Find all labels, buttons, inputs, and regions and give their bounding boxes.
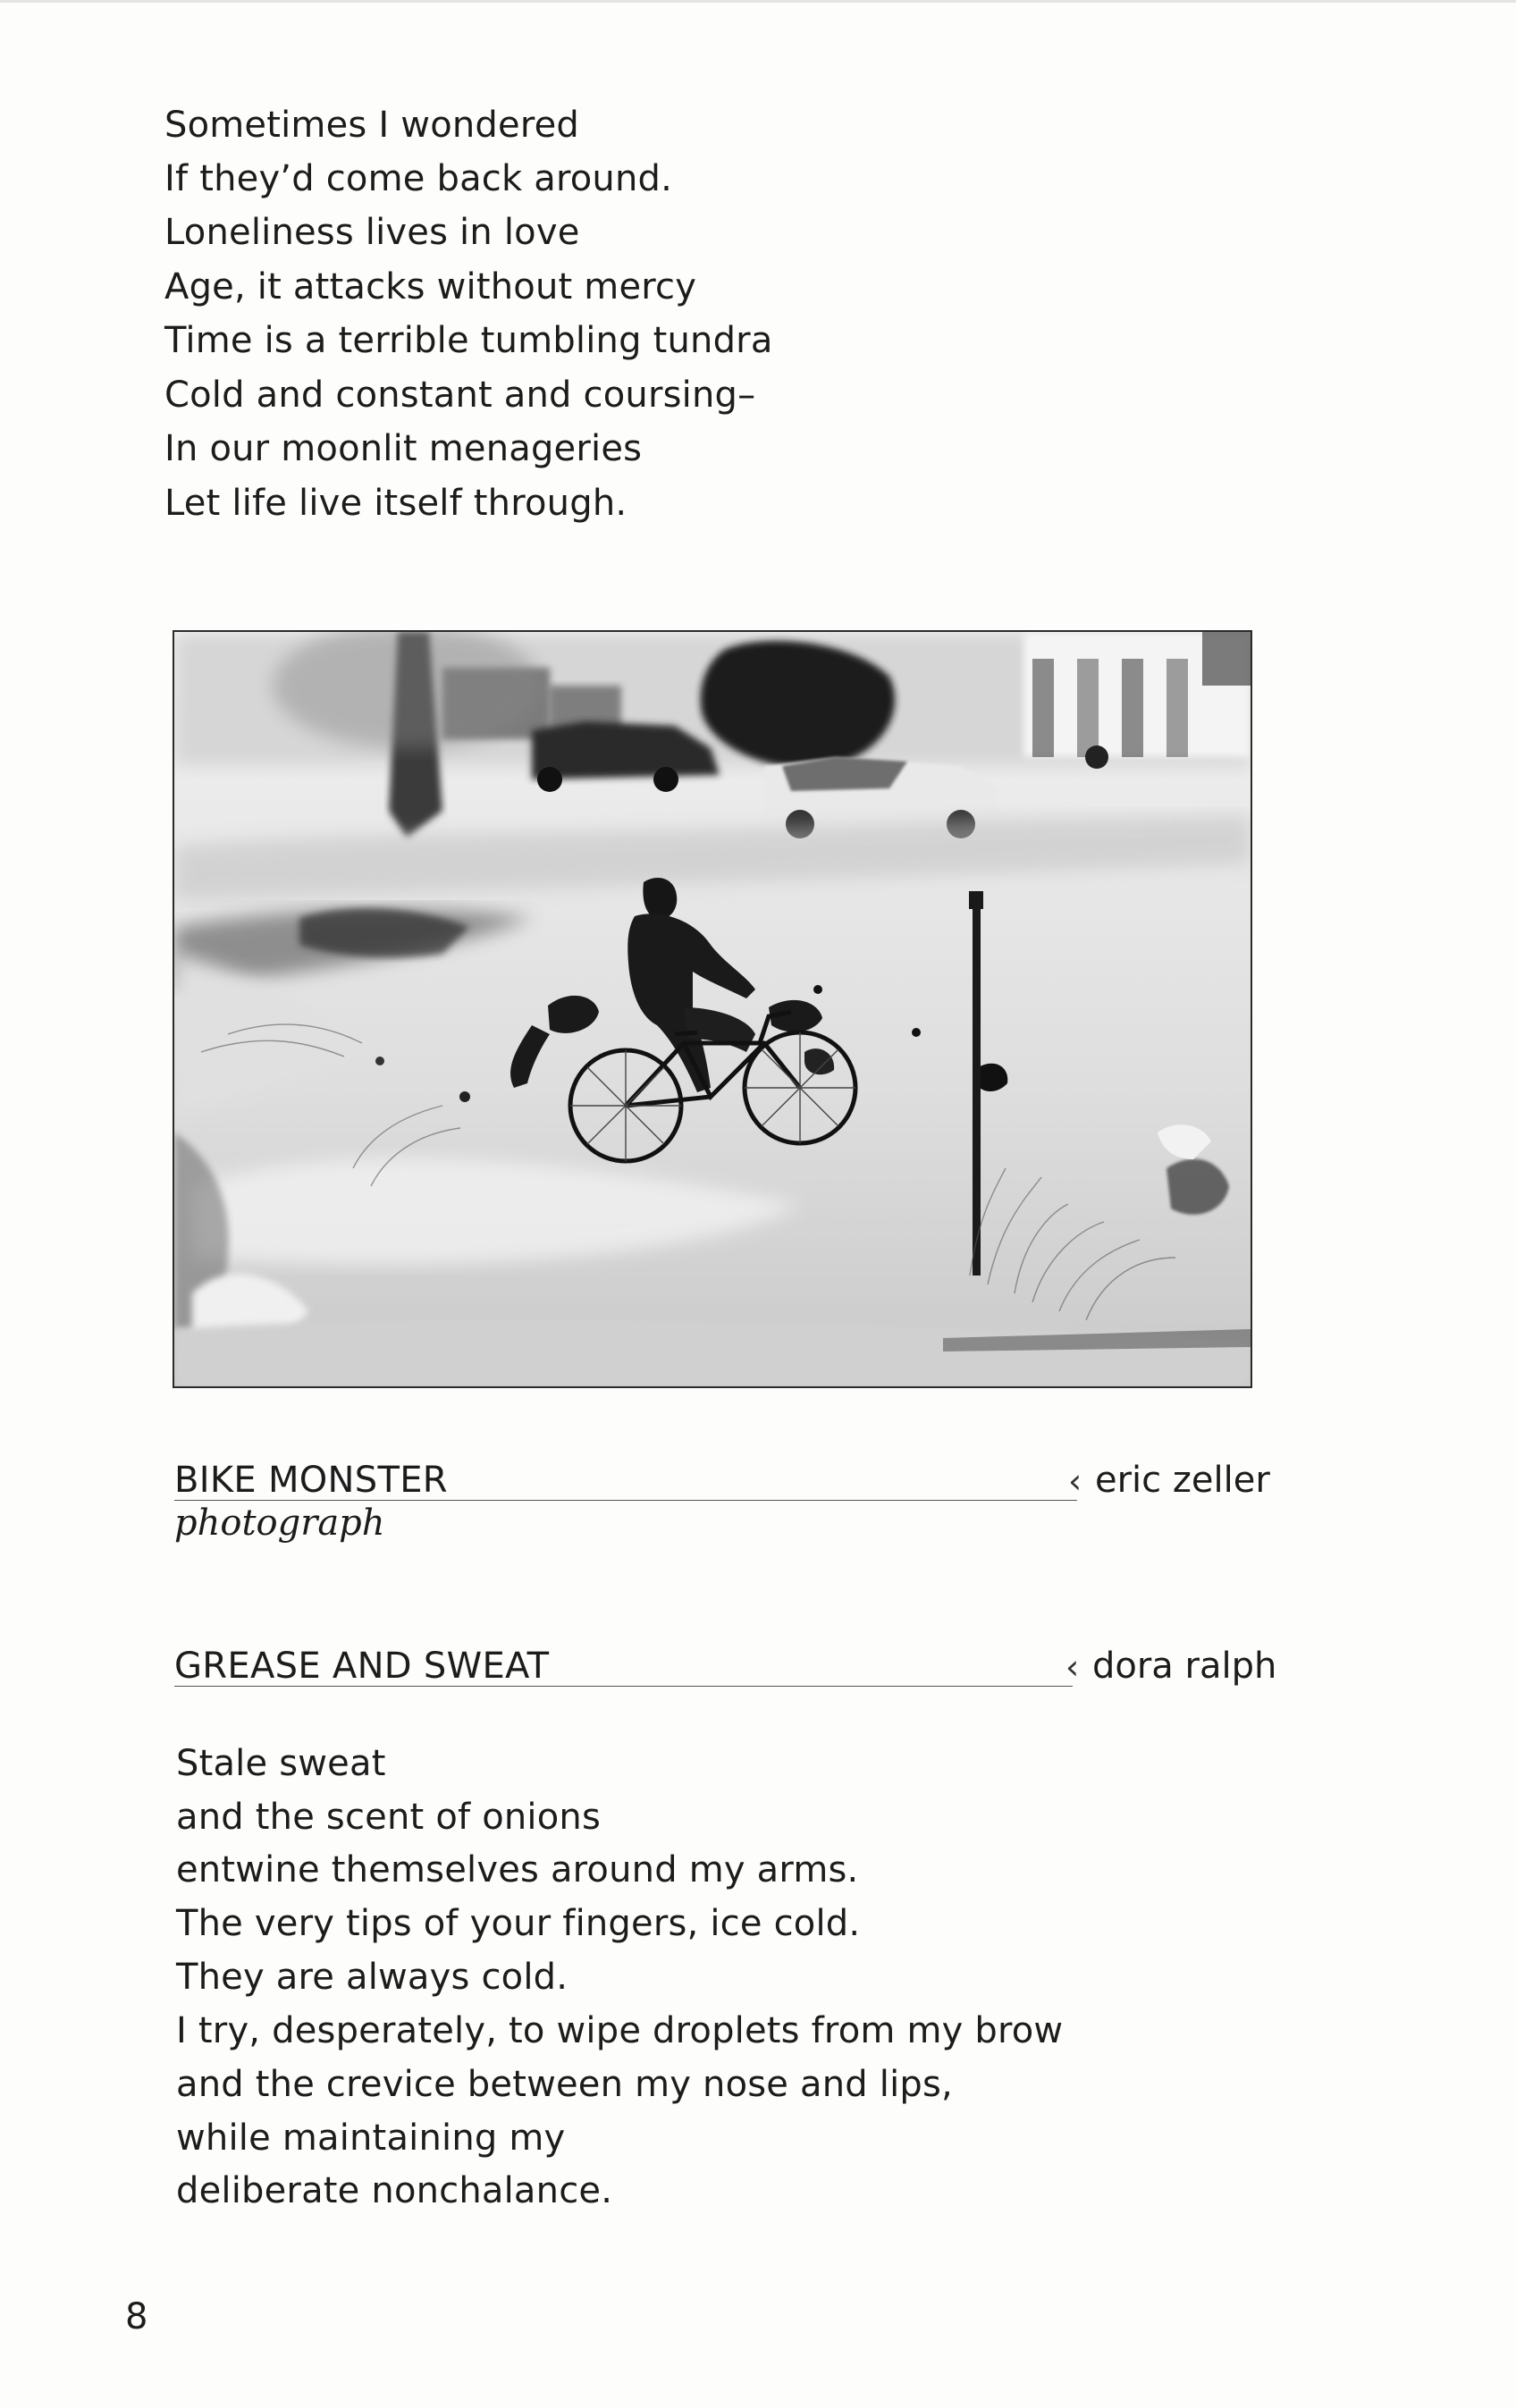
poem-credit-rule [174, 1686, 1073, 1687]
page-number: 8 [125, 2296, 148, 2337]
poem-line: In our moonlit menageries [164, 428, 643, 469]
poem-line: Stale sweat [176, 1743, 386, 1784]
poem-line: Age, it attacks without mercy [164, 266, 697, 307]
photo-medium: photograph [174, 1503, 385, 1544]
photo-author: eric zeller [1095, 1460, 1270, 1501]
poem-line: while maintaining my [176, 2118, 566, 2159]
poem-line: deliberate nonchalance. [176, 2170, 613, 2211]
poem-author: dora ralph [1092, 1646, 1277, 1687]
poem-line: They are always cold. [176, 1957, 568, 1998]
caret-left-icon: ‹ [1068, 1461, 1082, 1501]
poem-title: GREASE AND SWEAT [174, 1646, 550, 1687]
poem-line: I try, desperately, to wipe droplets from my brow [176, 2010, 1064, 2051]
poem-line: Time is a terrible tumbling tundra [164, 320, 773, 361]
caret-left-icon: ‹ [1065, 1647, 1080, 1687]
poem-line: and the crevice between my nose and lips, [176, 2064, 953, 2105]
poem-line: and the scent of onions [176, 1797, 601, 1838]
poem-line: Loneliness lives in love [164, 212, 580, 253]
page-top-edge [0, 0, 1516, 3]
poem-line: Let life live itself through. [164, 483, 627, 524]
photo-title: BIKE MONSTER [174, 1460, 448, 1501]
poem-line: The very tips of your fingers, ice cold. [176, 1903, 861, 1944]
poem-line: Cold and constant and coursing– [164, 375, 756, 416]
poem-line: Sometimes I wondered [164, 105, 579, 146]
photo-credit-rule [174, 1500, 1077, 1501]
bike-monster-photograph [173, 630, 1252, 1388]
poem-line: If they’d come back around. [164, 158, 673, 199]
poem-line: entwine themselves around my arms. [176, 1849, 859, 1890]
